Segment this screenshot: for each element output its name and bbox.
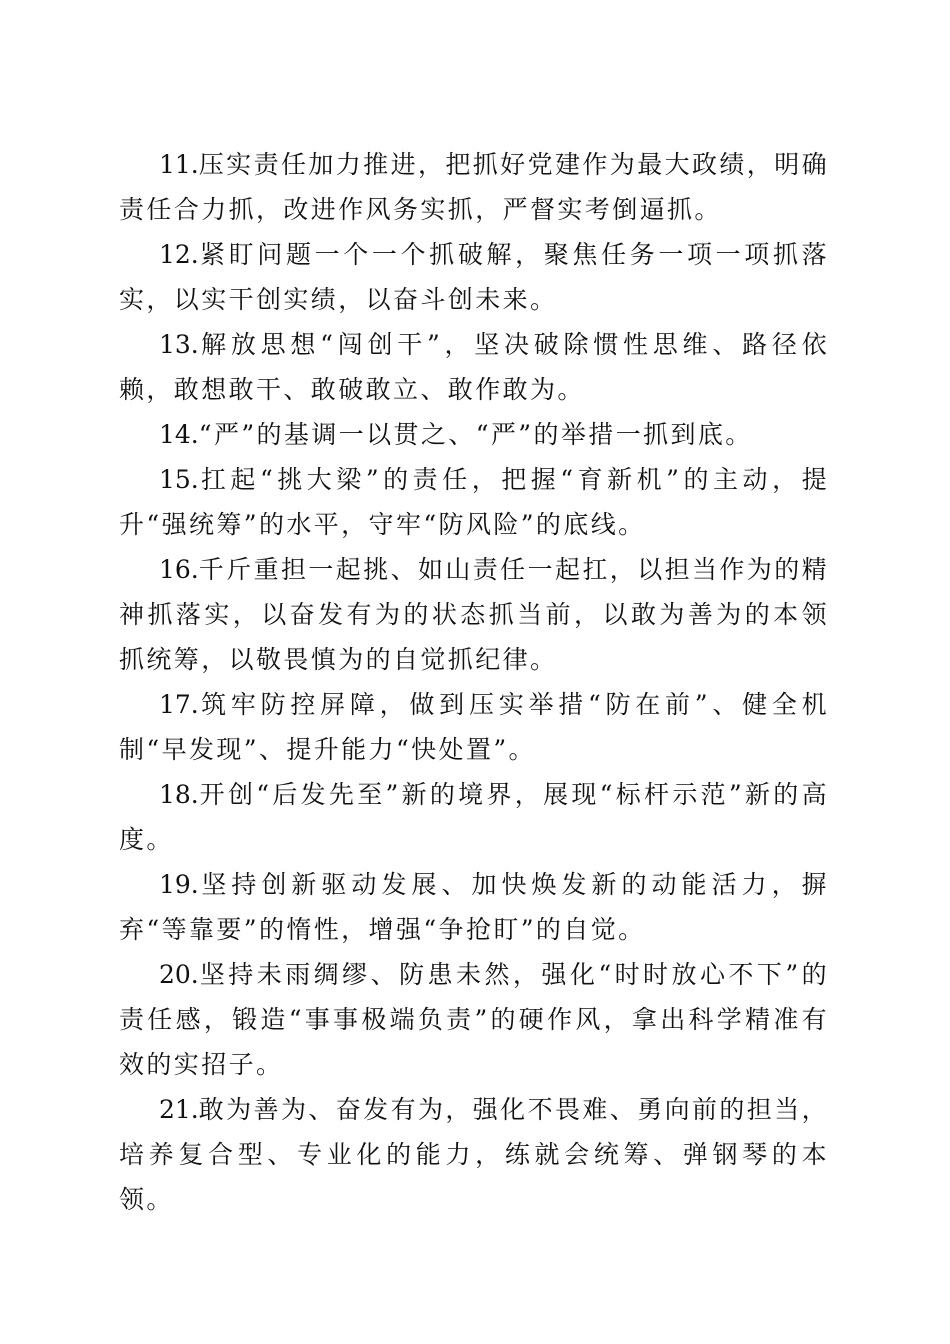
paragraph-text: 筑牢防控屏障，做到压实举措“防在前”、健全机制“早发现”、提升能力“快处置”。 xyxy=(119,690,829,764)
paragraph-20 xyxy=(119,952,829,1087)
paragraph-number: 18. xyxy=(159,780,199,809)
paragraph-number: 21. xyxy=(159,1095,199,1124)
paragraph-13 xyxy=(119,322,829,412)
paragraph-15 xyxy=(119,457,829,547)
paragraph-text: 千斤重担一起挑、如山责任一起扛，以担当作为的精神抓落实，以奋发有为的状态抓当前，以敢为善为的本领抓统筹，以敬畏慎为的自觉抓纪律。 xyxy=(119,555,829,674)
paragraph-14 xyxy=(119,412,829,457)
paragraph-number: 13. xyxy=(159,330,199,359)
paragraph-number: 14. xyxy=(159,420,199,449)
paragraph-number: 15. xyxy=(159,465,199,494)
paragraph-16 xyxy=(119,547,829,682)
paragraph-text: 开创“后发先至”新的境界，展现“标杆示范”新的高度。 xyxy=(119,780,829,854)
paragraph-text: 紧盯问题一个一个抓破解，聚焦任务一项一项抓落实，以实干创实绩，以奋斗创未来。 xyxy=(119,240,829,314)
paragraph-19 xyxy=(119,862,829,952)
paragraph-11 xyxy=(119,142,829,232)
paragraph-text: 扛起“挑大梁”的责任，把握“育新机”的主动，提升“强统筹”的水平，守牢“防风险”的底线。 xyxy=(119,465,829,539)
paragraph-number: 12. xyxy=(159,240,199,269)
paragraph-text: 坚持未雨绸缪、防患未然，强化“时时放心不下”的责任感，锻造“事事极端负责”的硬作风，拿出科学精准有效的实招子。 xyxy=(119,960,829,1079)
paragraph-text: 解放思想“闯创干”，坚决破除惯性思维、路径依赖，敢想敢干、敢破敢立、敢作敢为。 xyxy=(119,330,829,404)
paragraph-text: “严”的基调一以贯之、“严”的举措一抓到底。 xyxy=(198,420,753,449)
paragraph-text: 坚持创新驱动发展、加快焕发新的动能活力，摒弃“等靠要”的惰性，增强“争抢盯”的自觉。 xyxy=(119,870,829,944)
paragraph-21 xyxy=(119,1087,829,1222)
paragraph-number: 20. xyxy=(159,960,199,989)
paragraph-text: 压实责任加力推进，把抓好党建作为最大政绩，明确责任合力抓，改进作风务实抓，严督实考倒逼抓。 xyxy=(119,150,829,224)
paragraph-number: 16. xyxy=(159,555,199,584)
paragraph-17 xyxy=(119,682,829,772)
paragraph-text: 敢为善为、奋发有为，强化不畏难、勇向前的担当，培养复合型、专业化的能力，练就会统筹、弹钢琴的本领。 xyxy=(119,1095,829,1214)
paragraph-number: 17. xyxy=(159,690,199,719)
paragraph-number: 19. xyxy=(159,870,199,899)
document-body xyxy=(119,142,829,1222)
paragraph-12 xyxy=(119,232,829,322)
paragraph-number: 11. xyxy=(159,150,199,179)
paragraph-18 xyxy=(119,772,829,862)
